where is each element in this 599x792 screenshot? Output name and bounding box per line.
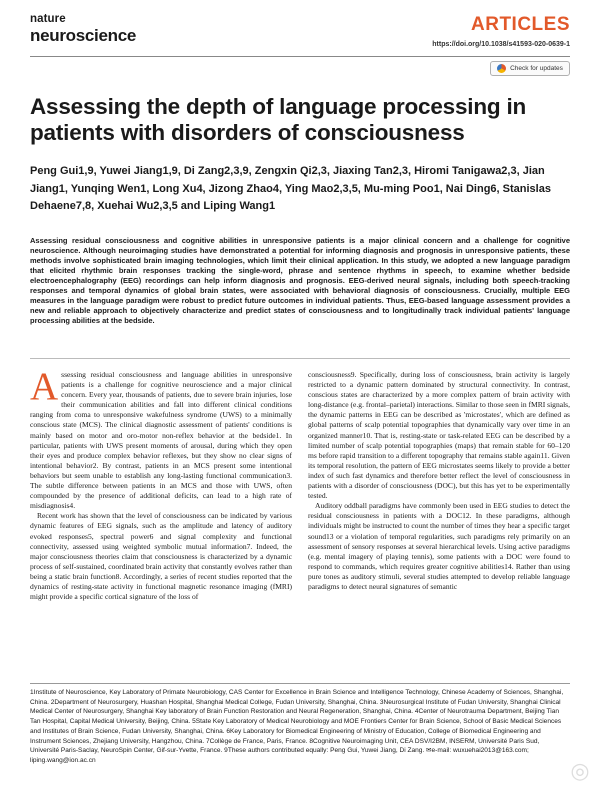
abstract: Assessing residual consciousness and cognitive abilities in unresponsive patients is a major clinical concern and a challenge for cognitive neuroscience. Although neuroimaging studies have demonstrated a potential for informing diagnosis and prognosis in unresponsive patients, these methods involve sophisticated brain imaging technologies, which limit their clinical application. In this study, we adopted a new language paradigm that elicited rhythmic brain responses tracking the single-word, phrase and sentence rhythms in speech, to examine whether bedside electroencephalography (EEG) recordings can help inform diagnosis and prognosis. EEG-derived neural signals, including both speech-tracking responses and temporal dynamics of global brain states, were associated with behavioral diagnosis of consciousness. Crucially, multiple EEG measures in the language paradigm were robust to predict future outcomes in individual patients. Thus, EEG-based language assessment provides a new and reliable approach to objectively characterize and predict states of consciousness and to longitudinally track individual patients' language processing abilities at the bedside. [30,236,570,325]
body-column-left [30,365,292,602]
journal-logo-line2: neuroscience [30,25,137,45]
masthead-rule [30,56,570,57]
body-paragraph: consciousness9. Specifically, during loss of consciousness, brain activity is largely restricted to a dynamic pattern dominated by structural connectivity. In contrast, conscious states are characterized by a more complex pattern of brain activity with long-distance (e.g. frontal–parietal) interactions. Similar to those seen in fMRI signals, the dynamic patterns in EEG can be described as 'microstates', which are defined as global patterns of scalp potential topographies that dynamically vary over time in an organized manner10. That is, resting-state or task-related EEG can be described by a limited number of scalp potential topographies (maps) that remain stable for 60–120 ms before rapid transition to a different topography that remains stable again11. Given its temporal resolution, the pattern of EEG microstates seems likely to provide a better index of such fast dynamics and therefore better reflect the level of consciousness in patients with a disorder of consciousness (DOC), but this has yet to be experimentally tested. [308,370,570,501]
body-paragraph [30,365,292,511]
journal-logo-line1: nature [30,13,66,25]
body-paragraph: Auditory oddball paradigms have commonly been used in EEG studies to detect the residual consciousness in patients with a DOC12. In these paradigms, although individuals might be instructed to count the number of times they hear a specific target sound13 or a violation of temporal regularities, such paradigms rely primarily on an assessment of sensory responses at several hierarchical levels. Using active paradigms (e.g. mental imagery of playing tennis), some patients with a DOC were found to respond to commands, which requires greater cognitive abilities14. Rather than using pure tones as auditory stimuli, several studies attempted to develop reliable language paradigms to detect neural signatures of semantic [308,501,570,591]
check-updates-label: Check for updates [510,65,563,72]
body-column-right [308,370,570,592]
crossmark-icon [497,64,506,73]
abstract-divider [30,358,570,359]
body-paragraph: Recent work has shown that the level of consciousness can be indicated by various dynamic features of EEG signals, such as the amplitude and latency of auditory evoked responses5, spectral power6 and signal complexity and functional connectivity, assessed using weighted symbolic mutual information7. Indeed, the major consciousness theories claim that consciousness is characterized by a dynamic process of self-sustained, coordinated brain activity that constantly evolves rather than being a static brain function8. Accordingly, a series of recent studies reported that the dynamics of resting-state activity in functional magnetic resonance imaging (fMRI) might provide a specific cortical signature of the loss of [30,511,292,602]
article-title: Assessing the depth of language processing in patients with disorders of consciousness [30,94,527,145]
section-label: ARTICLES [471,14,570,35]
masthead [30,12,570,72]
affiliations-footnote: 1Institute of Neuroscience, Key Laboratory of Primate Neurobiology, CAS Center for Excellence in Brain Science and Intelligence Technology, Chinese Academy of Sciences, Shanghai, China. 2Department of Neurosurgery, Huashan Hospital, Shanghai Medical College, Fudan University, Shanghai, China. 3Neurosurgical Institute of Fudan University, Shanghai Clinical Medical Center of Neurosurgery, Shanghai Key laboratory of Brain Function Restoration and Neural Regeneration, Shanghai, China. 4Center of Neurotrauma Department, Beijing Tian Tan Hospital, Capital Medical University, Beijing, China. 5State Key Laboratory of Medical Neurobiology and MOE Frontiers Center for Brain Science, School of Basic Medical Sciences and Institutes of Brain Science, Fudan University, Shanghai, China. 6Key Laboratory for Biomedical Engineering of Ministry of Education, College of Biomedical Engineering and Instrument Sciences, Zhejiang University, Hangzhou, China. 7Collège de France, Paris, France. 8Cognitive Neuroimaging Unit, CEA DSV/I2BM, INSERM, Université Paris Sud, Université Paris-Saclay, NeuroSpin Center, Gif-sur-Yvette, France. 9These authors contributed equally: Peng Gui, Yuwei Jiang, Di Zang. ✉e-mail: wuxuehai2013@163.com; liping.wang@ion.ac.cn [30,689,564,764]
check-updates-button[interactable] [490,61,570,76]
author-list: Peng Gui1,9, Yuwei Jiang1,9, Di Zang2,3,9, Zengxin Qi2,3, Jiaxing Tan2,3, Hiromi Tanigawa2,3, Jian Jiang1, Yunqing Wen1, Long Xu4, Jizong Zhao4, Ying Mao2,3,5, Mu-ming Poo1, Nai Ding6, Stanislas Dehaene7,8, Xuehai Wu2,3,5 and Liping Wang1 [30,165,551,212]
journal-logo[interactable] [30,14,136,44]
library-seal-icon: ◎ [570,758,590,783]
drop-cap: A [30,365,59,408]
doi-link[interactable]: https://doi.org/10.1038/s41593-020-0639-1 [432,41,570,48]
footnote-divider [30,683,570,684]
body-paragraph-text: ssessing residual consciousness and language abilities in unresponsive patients is a challenge for cognitive neuroscience and a major clinical concern. Every year, thousands of patients, due to severe brain injuries, lose their communication abilities and fall into different clinical conditions ranging from coma to unresponsive wakefulness syndrome (UWS) to a minimally conscious state (MCS). The clinical diagnostic assessment of patients' conditions is mainly based on motor and oro-motor non-reflex behavior at the bedside1. In particular, patients with UWS present moments of arousal, during which they open their eyes and produce complex behavior reflexes, but they show no clear signs of intentional behavior2. By contrast, patients in an MCS present some intentional behaviors but seem unable to establish any long-lasting functional communication3. The subtle difference between patients in an MCS and those with UWS, often compounded by the presence of additional deficits, can lead to a high rate of misdiagnosis4. [30,370,292,511]
